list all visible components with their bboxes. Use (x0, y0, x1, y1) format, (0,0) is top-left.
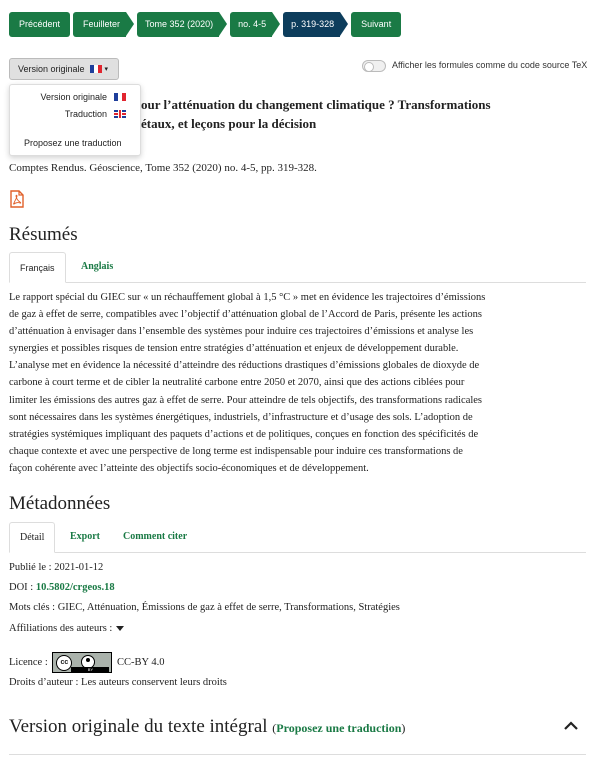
cc-logo-icon: cc (56, 655, 72, 671)
doi (9, 582, 115, 593)
copyright-label: Droits d’auteur : (9, 677, 82, 688)
published-date (9, 562, 103, 573)
keywords-label: Mots clés : (9, 602, 58, 613)
chevron-up-icon[interactable] (563, 718, 579, 734)
menu-item-original-label: Version originale (40, 92, 107, 102)
menu-item-original-version[interactable] (40, 92, 126, 102)
menu-item-translation-label: Traduction (64, 109, 107, 119)
breadcrumb-volume[interactable]: Tome 352 (2020) (137, 12, 219, 37)
article-title-line-2: étaux, et leçons pour la décision (141, 116, 317, 131)
abstract-line: façon cohérente avec l’atteinte des objectifs socio-économiques et de développement. (9, 462, 369, 474)
flag-uk-icon (114, 110, 126, 118)
abstract-line: Le rapport spécial du GIEC sur « un réchauffement global à 1,5 °C » met en évidence les trajectoires d’émissions (9, 292, 486, 303)
abstract-line: sont nécessaires dans les systèmes énergétiques, industriels, d’infrastructure et d’usage des sols. L’adoption de (9, 411, 473, 423)
browse-button[interactable]: Feuilleter (73, 12, 126, 37)
metadata-heading: Métadonnées (9, 493, 111, 514)
tex-formula-toggle-label: Afficher les formules comme du code source TeX (392, 60, 588, 70)
tab-detail[interactable]: Détail (9, 522, 55, 553)
abstract-tabs (9, 252, 586, 283)
abstract-line: d’atténuation à envisager dans l’ensemble des systèmes pour induire ces trajectoires d’émissions et analyse les (9, 326, 474, 338)
menu-item-translation[interactable] (65, 109, 126, 119)
abstract-line: L’analyse met en évidence la nécessité d’atteindre des réductions drastiques d’émissions globales de dioxyde de (9, 360, 480, 372)
propose-translation-link[interactable]: Proposez une traduction (276, 721, 402, 735)
menu-item-propose-translation[interactable]: Proposez une traduction (24, 138, 122, 148)
abstract-line: stratégies systémiques impliquant des paquets d’actions et de politiques, conçues en fonction des spécificités de (9, 428, 479, 440)
metadata-tabs (9, 522, 586, 553)
pdf-icon[interactable] (10, 190, 24, 208)
fulltext-close-paren: ) (401, 721, 406, 735)
previous-button[interactable]: Précédent (9, 12, 70, 37)
version-button-label: Version originale (18, 64, 85, 74)
cc-badge-by-text: BY (71, 667, 109, 672)
copyright (9, 677, 227, 688)
tab-how-to-cite[interactable]: Comment citer (123, 531, 188, 542)
license-value: CC-BY 4.0 (117, 656, 165, 668)
breadcrumb-pages[interactable]: p. 319-328 (283, 12, 340, 37)
chevron-down-icon: ▾ (104, 66, 109, 73)
tab-export[interactable]: Export (70, 531, 100, 542)
flag-fr-icon (90, 65, 102, 73)
abstract-line: de gaz à effet de serre, compatibles avec l’objectif d’atténuation global de l’Accord de Paris, présente les actions (9, 309, 482, 321)
abstract-line: limiter les émissions des autres gaz à effet de serre. Pour atteindre de tels objectifs, des transformations radicales (9, 394, 483, 406)
breadcrumb (9, 12, 404, 37)
cc-by-license-icon[interactable] (52, 652, 112, 673)
published-label: Publié le : (9, 562, 55, 573)
article-title-line-1: our l’atténuation du changement climatique ? Transformations (141, 97, 491, 112)
fulltext-heading (9, 716, 405, 738)
breadcrumb-issue[interactable]: no. 4-5 (230, 12, 272, 37)
next-button[interactable]: Suivant (351, 12, 401, 37)
article-citation: Comptes Rendus. Géoscience, Tome 352 (2020) no. 4-5, pp. 319-328. (9, 162, 317, 174)
fulltext-open-paren: ( (272, 721, 277, 735)
keywords-value: GIEC, Atténuation, Émissions de gaz à effet de serre, Transformations, Stratégies (57, 602, 400, 613)
copyright-value: Les auteurs conservent leurs droits (81, 677, 227, 688)
flag-fr-icon (114, 93, 126, 101)
license-label: Licence : (9, 656, 51, 668)
abstract-line: carbone à court terme et de cibler la neutralité carbone entre 2050 et 2070, ainsi que des actions ciblées pour (9, 377, 465, 389)
doi-label: DOI : (9, 582, 36, 593)
fulltext-heading-text: Version originale du texte intégral (9, 716, 268, 737)
divider (9, 754, 586, 755)
tab-english[interactable]: Anglais (81, 261, 114, 272)
license (9, 652, 164, 673)
abstract-text (9, 289, 587, 477)
published-value: 2021-01-12 (54, 562, 104, 573)
version-dropdown-button[interactable] (9, 58, 119, 80)
abstracts-heading: Résumés (9, 224, 78, 245)
abstract-line: synergies et possibles risques de tension entre stratégies d’atténuation et enjeux de développement durable. (9, 343, 459, 355)
abstract-line: chaque contexte et avec une perspective de long terme est indispensable pour induire ces transformations de (9, 445, 463, 457)
tex-formula-toggle[interactable] (362, 60, 386, 72)
tab-french[interactable]: Français (9, 252, 66, 283)
doi-link[interactable]: 10.5802/crgeos.18 (35, 582, 115, 593)
author-affiliations-toggle[interactable] (9, 623, 124, 634)
version-dropdown-menu (9, 84, 141, 156)
chevron-down-icon (116, 626, 124, 631)
keywords (9, 602, 400, 613)
affiliations-label: Affiliations des auteurs : (9, 623, 113, 634)
